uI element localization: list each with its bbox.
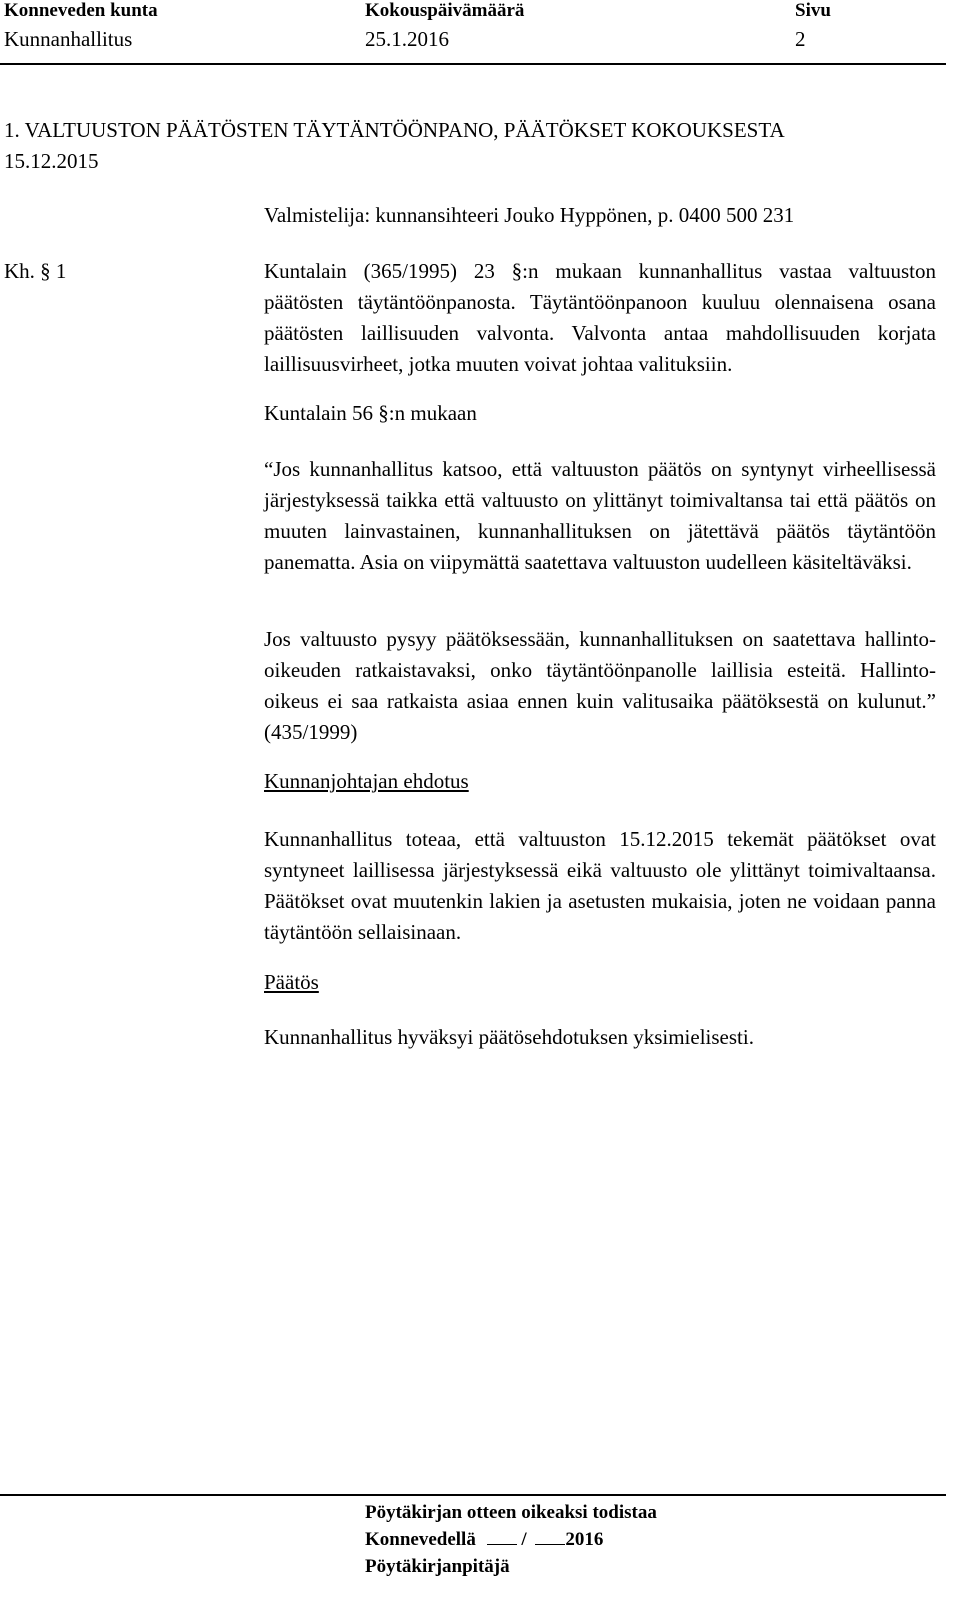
preparer-line: Valmistelija: kunnansihteeri Jouko Hyppönen, p. 0400 500 231 [264,203,795,227]
intro-paragraph [264,256,936,380]
page-number: 2 [795,27,806,51]
footer-place-date [365,1526,603,1553]
page-label: Sivu [795,0,831,21]
footer-place: Konnevedellä [365,1529,476,1550]
intro-text: Kuntalain (365/1995) 23 §:n mukaan kunnanhallitus vastaa valtuuston päätösten täytäntöönpanosta. Täytäntöönpanoon kuuluu olennaisena osana päätösten laillisuuden valvonta. Valvonta antaa mahdollisuuden korjata laillisuusvirheet, jotka muuten voivat johtaa valituksiin. [264,259,936,376]
section-title-line2: 15.12.2015 [4,149,99,173]
org-unit: Kunnanhallitus [4,27,133,51]
date-label: Kokouspäivämäärä [365,0,525,21]
footer-certification: Pöytäkirjan otteen oikeaksi todistaa [365,1502,657,1523]
footer-rule [0,1494,946,1496]
quote-paragraph-1 [264,454,936,578]
decision-text: Kunnanhallitus hyväksyi päätösehdotuksen yksimielisesti. [264,1025,754,1049]
org-name: Konneveden kunta [4,0,158,21]
meeting-date: 25.1.2016 [365,27,449,51]
quote-paragraph-2 [264,624,936,748]
footer-slash: / [521,1529,527,1550]
day-blank [487,1526,517,1545]
header-rule [0,63,946,65]
section-title-line1: 1. VALTUUSTON PÄÄTÖSTEN TÄYTÄNTÖÖNPANO, PÄÄTÖKSET KOKOUKSESTA [4,118,785,142]
month-blank [535,1526,565,1545]
quote-text-2: Jos valtuusto pysyy päätöksessään, kunnanhallituksen on saatettava hallinto-oikeuden ratkaistavaksi, onko täytäntöönpanolle laillisia esteitä. Hallinto-oikeus ei saa ratkaista asiaa ennen kuin valitusaika päätöksestä on kulunut.” (435/1999) [264,627,936,744]
proposal-heading: Kunnanjohtajan ehdotus [264,769,469,793]
law-reference-text: Kuntalain 56 §:n mukaan [264,401,477,425]
law-reference-paragraph [264,398,936,429]
item-reference: Kh. § 1 [4,259,67,283]
quote-text-1: “Jos kunnanhallitus katsoo, että valtuuston päätös on syntynyt virheellisessä järjestyksessä taikka että valtuusto on ylittänyt toimivaltansa tai että päätös on muuten lainvastainen, kunnanhallituksen on jätettävä päätös täytäntöön panematta. Asia on viipymättä saatettava valtuuston uudelleen käsiteltäväksi. [264,457,936,574]
footer-year: 2016 [565,1529,604,1550]
decision-heading: Päätös [264,970,319,994]
footer-signatory: Pöytäkirjanpitäjä [365,1556,510,1577]
proposal-text: Kunnanhallitus toteaa, että valtuuston 15.12.2015 tekemät päätökset ovat syntyneet laillisessa järjestyksessä eikä valtuusto ole ylittänyt toimivaltaansa. Päätökset ovat muutenkin lakien ja asetusten mukaisia, joten ne voidaan panna täytäntöön sellaisinaan. [264,827,936,944]
proposal-paragraph [264,824,936,948]
